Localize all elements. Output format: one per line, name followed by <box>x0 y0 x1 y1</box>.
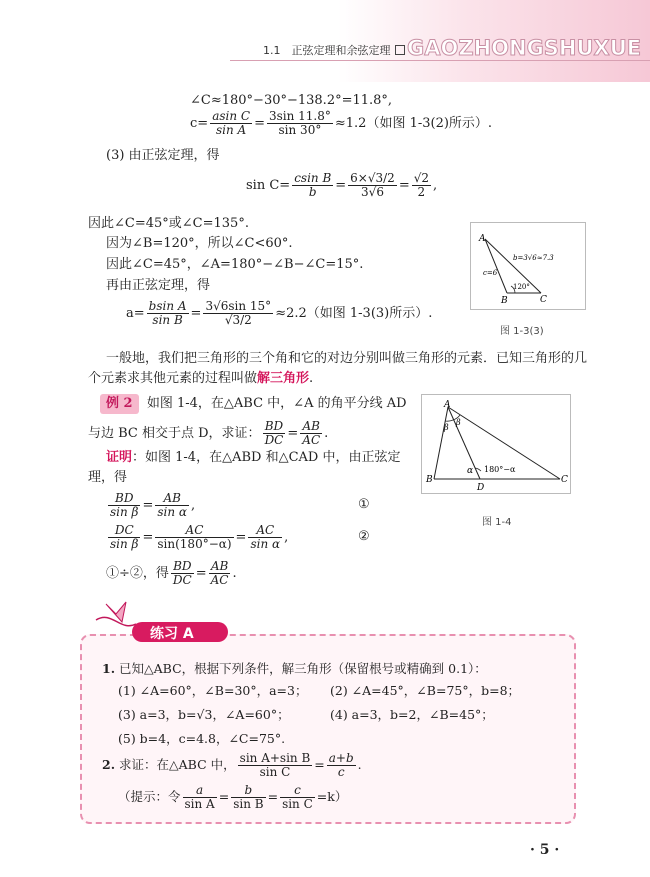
equals: = <box>287 426 299 441</box>
exercise-title: 练习 A <box>150 626 194 642</box>
example-2-line-1 <box>100 394 407 414</box>
fraction <box>203 300 273 327</box>
equals: = <box>335 178 347 193</box>
solution-line-2 <box>190 110 492 137</box>
eq-lhs: a= <box>126 306 145 321</box>
equals: = <box>398 178 410 193</box>
fraction <box>280 784 315 811</box>
example-2-line-2 <box>88 420 328 447</box>
figure-1-3-3 <box>470 222 586 310</box>
numerator: a+b <box>328 751 354 765</box>
eq-tail: , <box>433 178 438 193</box>
a-equation <box>126 300 432 327</box>
numerator: 3√6sin 15° <box>205 299 272 313</box>
denominator: sin β <box>110 537 139 551</box>
denominator: sin B <box>152 313 183 327</box>
eq-tail: . <box>232 566 237 581</box>
equation-mark-2: ② <box>358 529 370 544</box>
equals: = <box>218 789 230 804</box>
denominator: √3/2 <box>224 313 252 327</box>
denominator: sin α <box>250 537 281 551</box>
side-b-label: b=3√6≈7.3 <box>513 254 554 262</box>
denominator: DC <box>264 433 284 447</box>
hint-end: =k） <box>316 789 348 804</box>
key-term: 解三角形 <box>257 371 310 386</box>
fraction <box>183 784 217 811</box>
exercise-item-5: (5) b=4，c=4.8，∠C=75°. <box>118 731 286 746</box>
angle-beta-right-label: β <box>456 418 461 427</box>
numerator: csin B <box>294 171 332 185</box>
numerator: asin C <box>212 109 251 123</box>
question-text: 已知△ABC，根据下列条件，解三角形（保留根号或精确到 0.1）： <box>119 661 487 676</box>
denominator: AC <box>210 573 229 587</box>
section-title <box>263 42 405 58</box>
denominator: sin A <box>184 797 215 811</box>
question-number: 1. <box>102 661 116 676</box>
equals: = <box>142 530 154 545</box>
denominator: sin β <box>110 505 139 519</box>
numerator: sin A+sin B <box>239 751 311 765</box>
exercise-q2 <box>102 752 362 779</box>
denominator: DC <box>172 573 192 587</box>
definition-text: 个元素求其他元素的过程叫做 <box>88 371 258 386</box>
angle-alpha-label: α <box>467 466 474 476</box>
equals: = <box>190 306 202 321</box>
triangle-diagram <box>471 223 585 309</box>
proof-line-2: 理，得 <box>88 470 128 485</box>
proof-text: ：如图 1-4，在△ABD 和△CAD 中，由正弦定 <box>132 450 401 465</box>
eq-tail: ≈2.2（如图 1-3(3)所示）. <box>275 306 433 321</box>
section-title-text: 1.1 正弦定理和余弦定理 <box>263 44 391 57</box>
equals: = <box>254 116 265 131</box>
sinC-equation <box>246 172 437 199</box>
example-text: 如图 1-4，在△ABC 中，∠A 的角平分线 AD <box>146 396 407 411</box>
denominator: sin 30° <box>278 123 322 137</box>
denominator: c <box>337 765 345 779</box>
numerator: AB <box>155 492 189 506</box>
fraction <box>300 420 322 447</box>
proof-equation-1 <box>106 492 195 519</box>
fraction <box>155 492 189 519</box>
numerator: DC <box>108 524 140 538</box>
figure-1-4-caption: 图 1-4 <box>482 517 512 528</box>
vertex-b-label: B <box>426 475 433 485</box>
fraction <box>267 110 333 137</box>
example-text: 与边 BC 相交于点 D，求证： <box>88 426 261 441</box>
denominator: sin α <box>157 505 188 519</box>
fraction <box>209 560 231 587</box>
fraction <box>263 420 286 447</box>
solution-line-c: 因此∠C=45°或∠C=135°. <box>88 216 249 231</box>
eq-tail: , <box>284 530 289 545</box>
brand-wordmark: GAOZHONGSHUXUE <box>407 36 642 60</box>
eq-tail: . <box>324 426 329 441</box>
eq-tail: . <box>357 757 362 772</box>
definition-end: . <box>309 371 314 386</box>
vertex-b-label: B <box>501 296 508 306</box>
definition-line-1: 一般地，我们把三角形的三个角和它的对边分别叫做三角形的元素．已知三角形的几 <box>106 351 588 366</box>
fraction <box>292 172 333 199</box>
solution-line-e: 因此∠C=45°，∠A=180°−∠B−∠C=15°. <box>106 257 364 272</box>
fraction <box>238 752 313 779</box>
figure-1-4 <box>421 394 571 494</box>
proof-label: 证明 <box>106 450 133 465</box>
angle-beta-left-label: β <box>444 423 449 432</box>
fraction <box>412 172 431 199</box>
equals: = <box>314 757 325 772</box>
exercise-hint <box>118 784 347 811</box>
vertex-c-label: C <box>540 295 547 305</box>
eq-lhs: sin C= <box>246 178 291 193</box>
numerator: a <box>183 784 217 798</box>
hint-text: （提示：令 <box>118 789 181 804</box>
exercise-item-3: (3) a=3，b=√3，∠A=60°； <box>118 707 290 722</box>
exterior-angle-label: 180°−α <box>484 465 516 474</box>
fraction <box>108 524 140 551</box>
fraction <box>210 110 252 137</box>
equals: = <box>195 566 207 581</box>
proof-conclusion <box>106 560 237 587</box>
exercise-item-1: (1) ∠A=60°，∠B=30°，a=3； <box>118 683 308 698</box>
numerator: AC <box>155 524 233 538</box>
numerator: AC <box>248 524 282 538</box>
eq-tail: , <box>191 498 196 513</box>
vertex-a-label: A <box>479 234 486 244</box>
angle-label: 120° <box>513 283 530 291</box>
numerator: BD <box>171 560 194 574</box>
eq-lhs: c= <box>190 116 209 131</box>
numerator: c <box>280 784 315 798</box>
fraction <box>155 524 233 551</box>
numerator: BD <box>108 492 140 506</box>
numerator: 6×√3/2 <box>350 171 395 185</box>
numerator: AB <box>209 560 231 574</box>
header-rule <box>230 60 650 61</box>
figure-1-3-3-caption: 图 1-3(3) <box>500 326 544 337</box>
question-text: 求证：在△ABC 中， <box>119 757 236 772</box>
exercise-q1 <box>102 660 487 678</box>
solution-line-1: ∠C≈180°−30°−138.2°=11.8°, <box>190 93 393 108</box>
fraction <box>108 492 140 519</box>
exercise-ribbon <box>92 600 232 644</box>
numerator: BD <box>263 420 286 434</box>
equals: = <box>142 498 154 513</box>
fraction <box>327 752 356 779</box>
proof-equation-2 <box>106 524 288 551</box>
numerator: AB <box>300 420 322 434</box>
equals: = <box>267 789 279 804</box>
solution-line-d: 因为∠B=120°，所以∠C<60°. <box>106 236 293 251</box>
fraction <box>348 172 397 199</box>
part-3-intro: (3) 由正弦定理，得 <box>106 148 220 163</box>
vertex-c-label: C <box>561 475 568 485</box>
triangle-bisector-diagram <box>422 395 570 493</box>
exercise-item-2: (2) ∠A=45°，∠B=75°，b=8； <box>330 683 521 698</box>
example-badge: 例 2 <box>100 394 139 414</box>
fraction <box>248 524 282 551</box>
eq-tail: ≈1.2（如图 1-3(2)所示）. <box>334 116 493 131</box>
denominator: sin C <box>259 765 291 779</box>
equation-mark-1: ① <box>358 497 370 512</box>
vertex-a-label: A <box>444 400 451 410</box>
definition-line-2 <box>88 370 313 388</box>
denominator: b <box>308 185 317 199</box>
denominator: sin C <box>282 797 313 811</box>
fraction <box>147 300 189 327</box>
proof-line-1 <box>106 449 400 467</box>
denominator: sin A <box>216 123 247 137</box>
side-c-label: c=6 <box>483 269 498 277</box>
numerator: √2 <box>413 171 430 185</box>
question-number: 2. <box>102 757 116 772</box>
point-d-label: D <box>477 483 485 493</box>
page-number: · 5 · <box>530 842 560 858</box>
exercise-item-4: (4) a=3，b=2，∠B=45°； <box>330 707 494 722</box>
denominator: 2 <box>417 185 426 199</box>
fraction <box>231 784 265 811</box>
numerator: b <box>231 784 265 798</box>
denominator: AC <box>302 433 321 447</box>
denominator: sin(180°−α) <box>157 537 232 551</box>
equals: = <box>235 530 247 545</box>
solution-line-f: 再由正弦定理，得 <box>106 278 211 293</box>
conclusion-text: ①÷②，得 <box>106 566 169 581</box>
denominator: sin B <box>233 797 264 811</box>
fraction <box>171 560 194 587</box>
numerator: 3sin 11.8° <box>268 109 331 123</box>
square-icon <box>395 45 405 55</box>
numerator: bsin A <box>148 299 187 313</box>
denominator: 3√6 <box>361 185 384 199</box>
